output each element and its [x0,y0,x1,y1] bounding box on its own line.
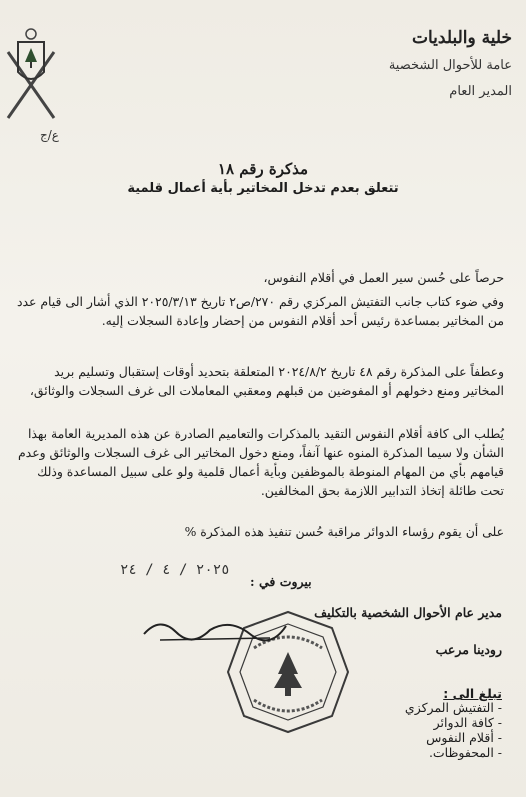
distribution-list [405,700,502,760]
signatory-name: رودينا مرعب [435,642,502,657]
opening-line: حرصاً على حُسن سير العمل في أقلام النفوس، [263,270,504,285]
place-date-label: بيروت في : [250,574,312,589]
paragraph-4: على أن يقوم رؤساء الدوائر مراقبة حُسن تنفيذ هذه المذكرة % [184,524,504,539]
handwritten-date: ٢٠٢٥ / ٤ / ٢٤ [120,562,230,578]
reference-code: ع/ج [40,128,59,142]
memo-subject: تتعلق بعدم تدخل المخاتير بأية أعمال قلمية [127,181,399,196]
paragraph-1: وفي ضوء كتاب جانب التفتيش المركزي رقم ٢٧٠/ص٢ تاريخ ٢٠٢٥/٣/١٣ الذي أشار الى قيام عدد من المخاتير بمساعدة رئيس أحد أقلام النفوس من إحضار وإعادة السجلات إليه. [16,294,504,328]
paragraph-2: وعطفاً على المذكرة رقم ٤٨ تاريخ ٢٠٢٤/٨/٢ المتعلقة بتحديد أوقات إستقبال وتسليم بريد المخاتير ومنع دخولهم أو المفوضين من قبلهم ومعقبي المعاملات الى غرف السجلات والوثائق، [29,364,504,398]
signatory-title: مدير عام الأحوال الشخصية بالتكليف [314,605,502,620]
distribution-title: تبلغ الى : [443,686,502,701]
header-directorate: عامة للأحوال الشخصية [388,58,512,73]
list-item: - كافة الدوائر [433,715,502,730]
header-ministry: خلية والبلديات [411,28,512,48]
signature-scribble-icon [140,612,290,646]
paragraph-3: يُطلب الى كافة أقلام النفوس التقيد بالمذكرات والتعاميم الصادرة عن هذه المديرية العامة بهذا الشأن ولا سيما المذكرة المنوه عنها آنفاً، ومنع دخول المخاتير الى غرف السجلات والوثائق وعدم قيامهم بأي من المهام المنوطة بالموظفين وبأية أعمال قلمية ولو على سبيل المساعدة وذلك تحت طائلة إتخاذ التدابير اللازمة بحق المخالفين. [18,426,504,498]
ministry-emblem-icon [4,22,58,122]
list-item: - المحفوظات. [428,745,502,760]
header-director-general: المدير العام [449,84,512,99]
list-item: - أقلام النفوس [426,730,502,745]
memo-number: مذكرة رقم ١٨ [217,160,309,178]
list-item: - التفتيش المركزي [404,700,502,715]
